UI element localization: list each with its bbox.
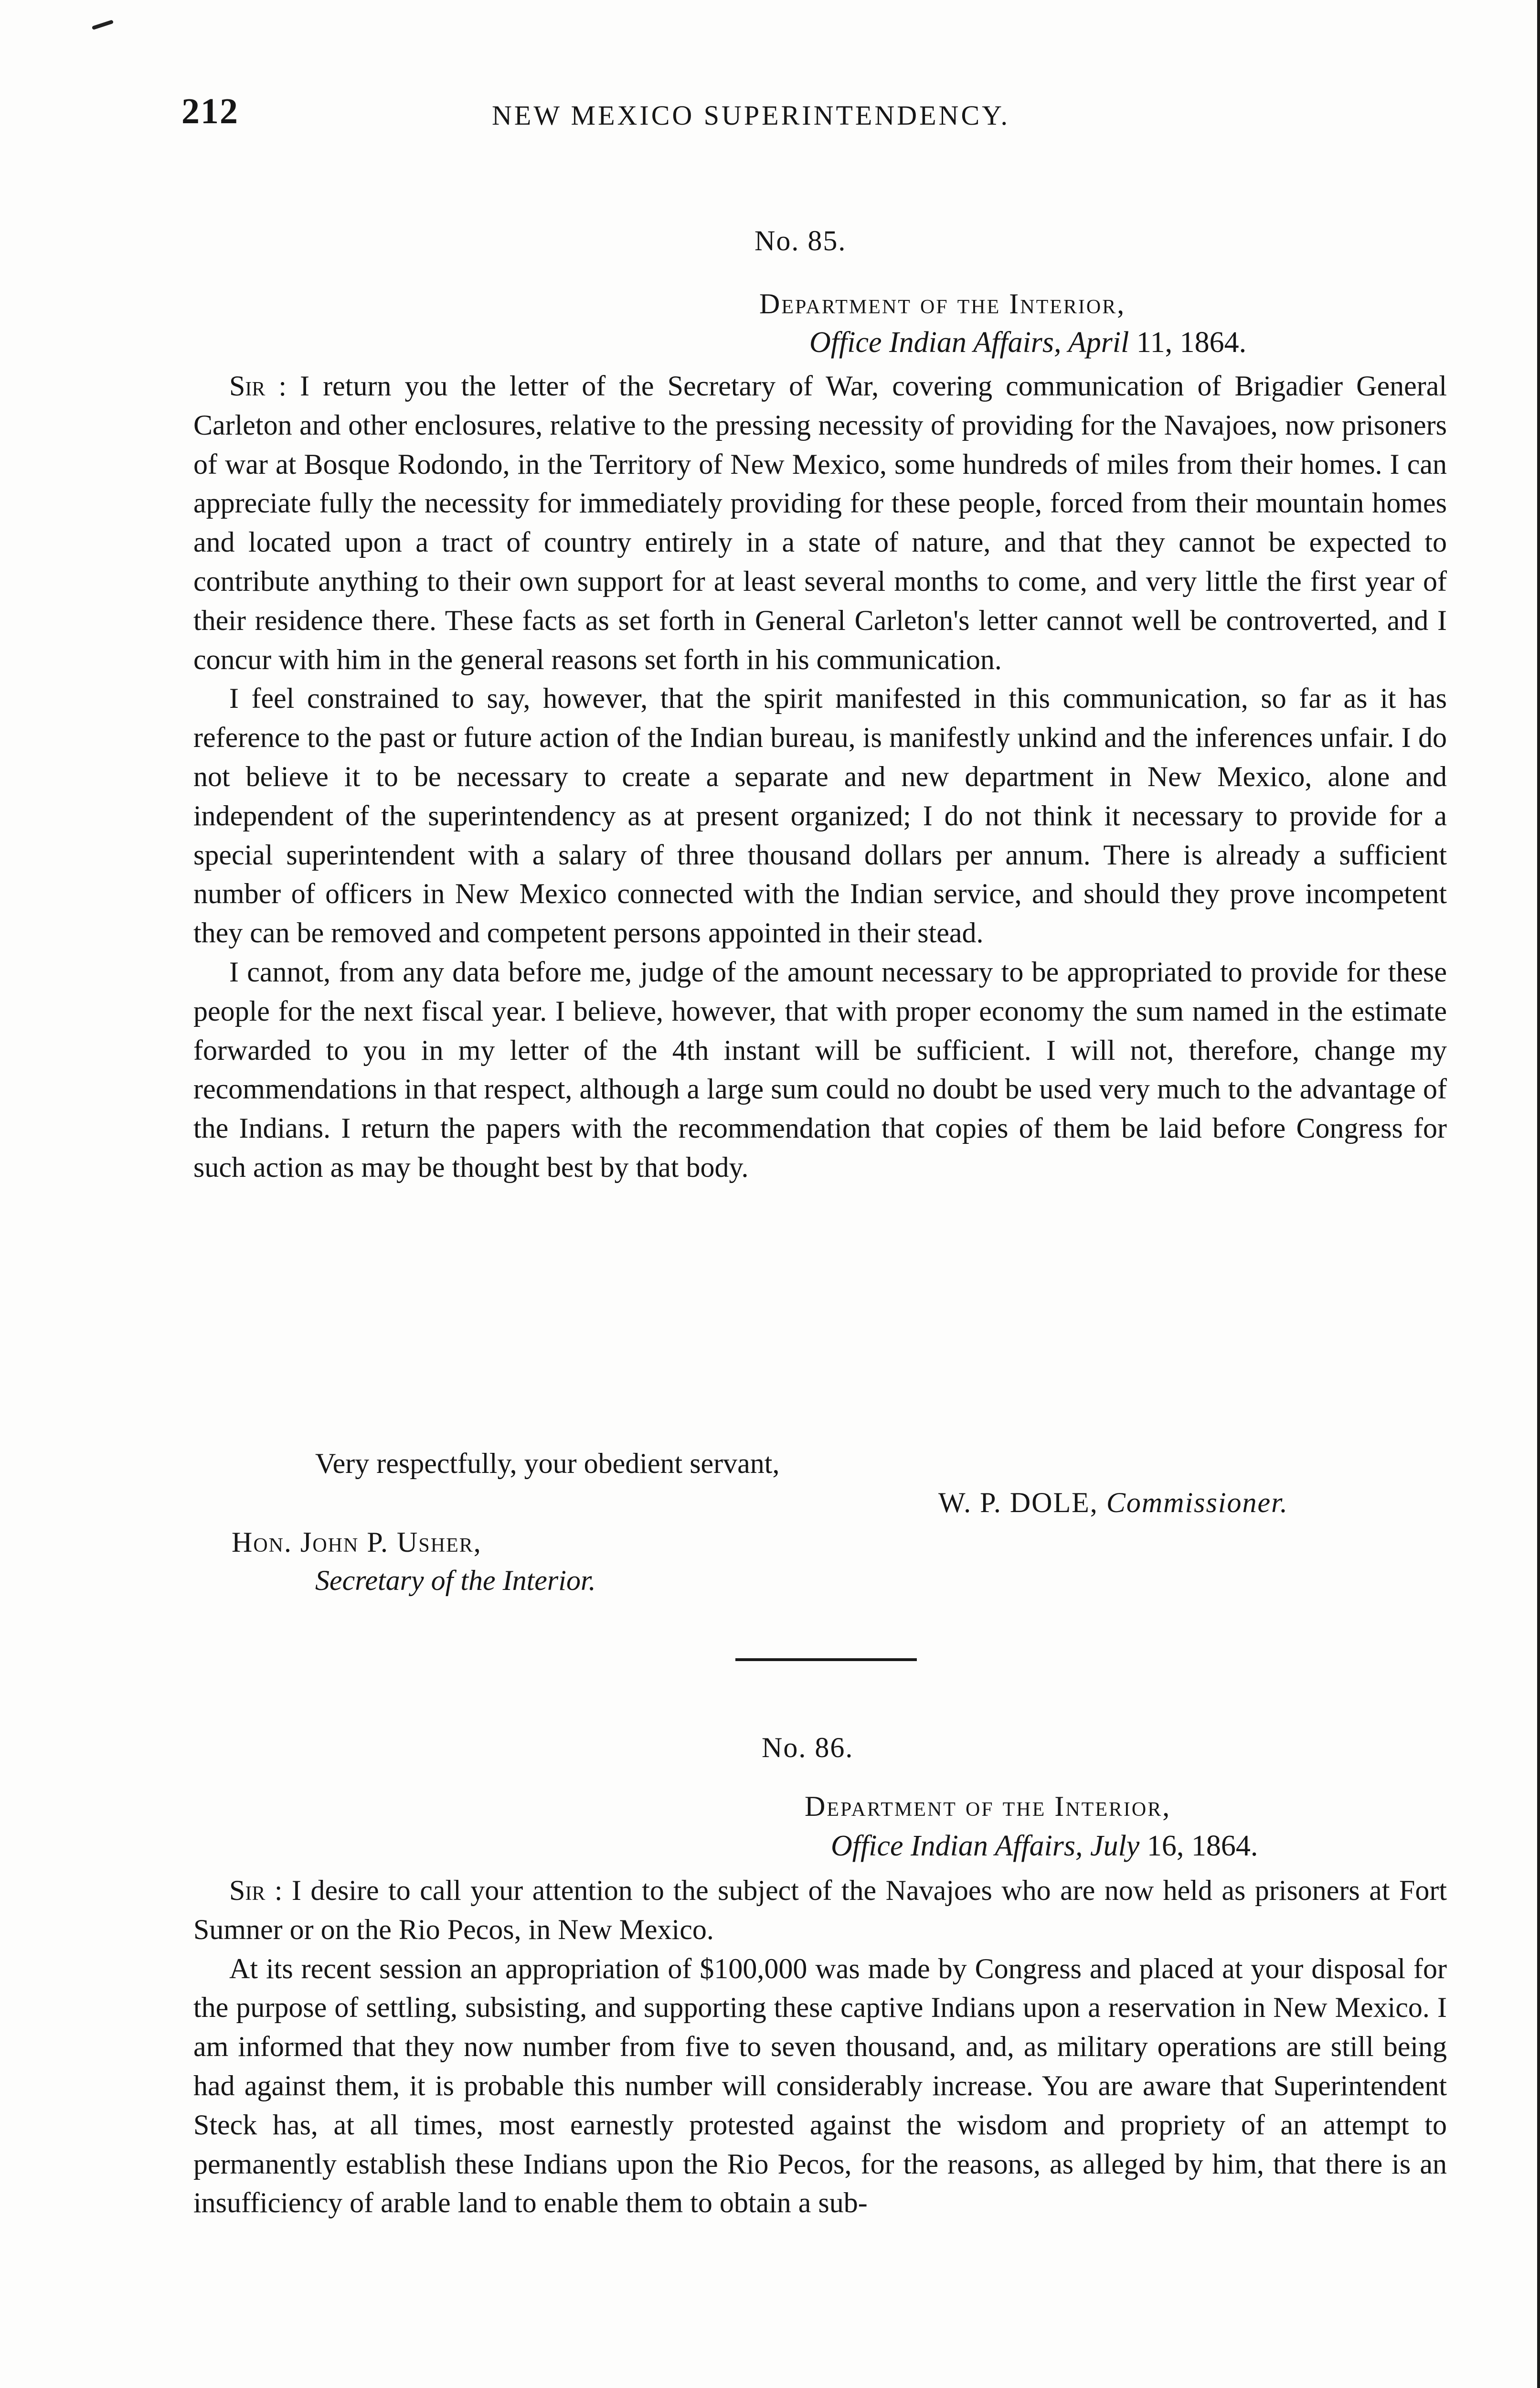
section-divider [735, 1658, 917, 1661]
letter-85-date: 11, 1864. [1136, 326, 1247, 359]
letter-85-office-date [809, 326, 1246, 360]
letter-85-signature [938, 1486, 1288, 1519]
page-number: 212 [181, 91, 239, 131]
letter-85-paragraph-3: I cannot, from any data before me, judge of the amount necessary to be appropriated to provide for these people for the next fiscal year. I believe, however, that with proper economy the sum named in the estimate forwarded to you in my letter of the 4th instant will be sufficient. I will not, therefore, change my recommendations in that respect, although a large sum could no doubt be used very much to the advantage of the Indians. I return the papers with the recommendation that copies of them be laid before Congress for such action as may be thought best by that body. [193, 956, 1447, 1183]
running-header [181, 91, 1461, 143]
letter-86-salutation: Sir : [229, 1875, 283, 1906]
letter-85-paragraph-1 [193, 367, 1447, 679]
letter-86-department: Department of the Interior, [805, 1791, 1171, 1822]
letter-85-addressee-title: Secretary of the Interior. [315, 1565, 596, 1596]
letter-86-number: No. 86. [762, 1732, 854, 1763]
scan-edge-right [1537, 0, 1540, 2388]
letter-86-date: 16, 1864. [1147, 1830, 1258, 1862]
letter-86-paragraph-1 [193, 1871, 1447, 1950]
letter-86-body [193, 1871, 1447, 2223]
letter-85-number: No. 85. [754, 225, 847, 256]
letter-86-office-date [831, 1829, 1258, 1863]
letter-85-department: Department of the Interior, [759, 288, 1126, 320]
letter-86-paragraph-1-text: I desire to call your attention to the subject of the Navajoes who are now held as prisoners at Fort Sumner or on the Rio Pecos, in New Mexico. [193, 1875, 1447, 1945]
letter-85-addressee-name: Hon. John P. Usher, [232, 1526, 482, 1558]
letter-86-paragraph-2: At its recent session an appropriation of $100,000 was made by Congress and placed at your disposal for the purpose of settling, subsisting, and supporting these captive Indians upon a reservation in New Mexico. I am informed that they now number from five to seven thousand, and, as military operations are still being had against them, it is probable this number will considerably increase. You are aware that Superintendent Steck has, at all times, most earnestly protested against the wisdom and propriety of an attempt to permanently establish these Indians upon the Rio Pecos, for the reasons, as alleged by him, that there is an insufficiency of arable land to enable them to obtain a sub- [193, 1952, 1447, 2219]
letter-86-office: Office Indian Affairs, July [831, 1830, 1140, 1862]
letter-85-paragraph-1-text: I return you the letter of the Secretary of War, covering communication of Brigadier General Carleton and other enclosures, relative to the pressing necessity of providing for the Navajoes, now prisoners of war at Bosque Rodondo, in the Territory of New Mexico, some hundreds of miles from their homes. I can appreciate fully the necessity for immediately providing for these people, forced from their mountain homes and located upon a tract of country entirely in a state of nature, and that they cannot be expected to contribute anything to their own support for at least several months to come, and very little the first year of their residence there. These facts as set forth in General Carleton's letter cannot well be controverted, and I concur with him in the general reasons set forth in his communication. [193, 370, 1447, 675]
letter-85-salutation: Sir : [229, 370, 287, 402]
letter-85-signature-title: Commissioner. [1106, 1487, 1288, 1518]
letter-85-body [193, 367, 1447, 1187]
letter-85-closing: Very respectfully, your obedient servant, [315, 1448, 780, 1479]
scan-mark [92, 20, 114, 30]
letter-85-paragraph-2: I feel constrained to say, however, that the spirit manifested in this communication, so far as it has reference to the past or future action of the Indian bureau, is manifestly unkind and the inferences unfair. I do not believe it to be necessary to create a separate and new department in New Mexico, alone and independent of the superintendency as at present organized; I do not think it necessary to provide for a special superintendent with a salary of three thousand dollars per annum. There is already a sufficient number of officers in New Mexico connected with the Indian service, and should they prove incompetent they can be removed and competent persons appointed in their stead. [193, 682, 1447, 949]
letter-85-signature-name: W. P. DOLE, [938, 1487, 1098, 1518]
header-title: NEW MEXICO SUPERINTENDENCY. [492, 100, 1010, 131]
letter-85-office: Office Indian Affairs, April [809, 326, 1129, 359]
